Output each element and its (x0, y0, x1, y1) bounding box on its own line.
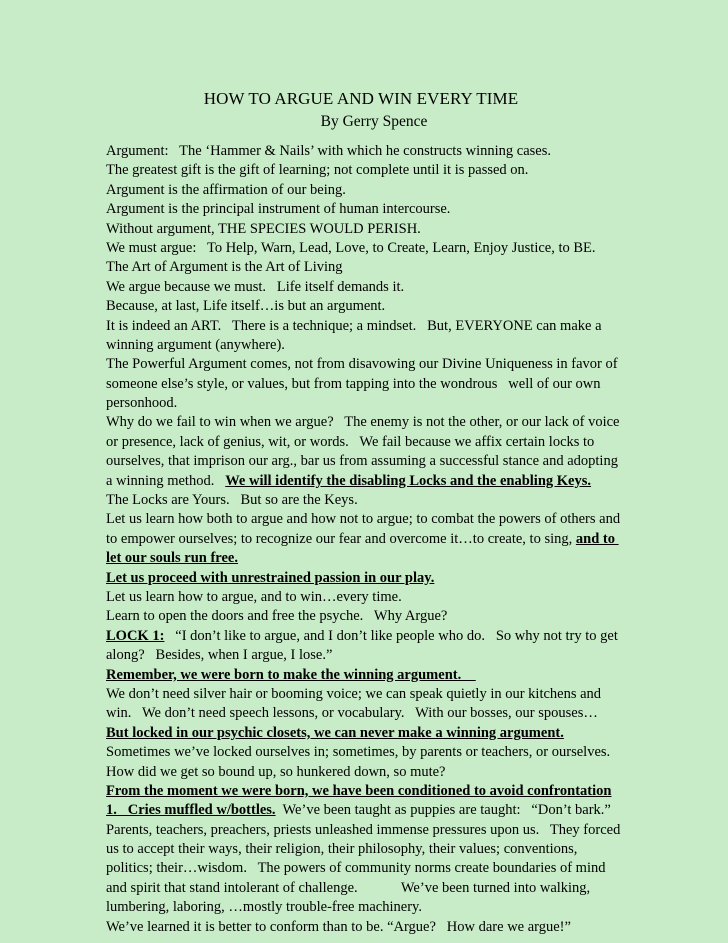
text-line (106, 200, 626, 219)
text-run: We argue because we must. Life itself demands it. (106, 278, 405, 295)
text-line (106, 433, 626, 452)
text-line (106, 743, 626, 762)
text-line (106, 278, 626, 297)
text-line (106, 161, 626, 180)
text-run: How did we get so bound up, so hunkered down, so mute? (106, 763, 446, 780)
text-run: The greatest gift is the gift of learning; not complete until it is passed on. (106, 162, 529, 179)
text-line (106, 413, 626, 432)
text-line (106, 666, 626, 685)
text-line (106, 763, 626, 782)
text-line (106, 821, 626, 840)
text-line (106, 627, 626, 646)
text-line (106, 801, 626, 820)
text-line (106, 724, 626, 743)
text-run: Let us learn how both to argue and how not to argue; to combat the powers of others and (106, 511, 621, 528)
document-author: By Gerry Spence (320, 113, 428, 130)
text-run: win. We don’t need speech lessons, or vocabulary. With our bosses, our spouses… (106, 705, 598, 722)
text-line (106, 181, 626, 200)
text-run: Without argument, THE SPECIES WOULD PERISH. (106, 220, 421, 237)
text-run: politics; their…wisdom. The powers of community norms create boundaries of mind (106, 860, 606, 877)
text-line (106, 355, 626, 374)
text-line (106, 782, 626, 801)
text-line (106, 879, 626, 898)
text-line (106, 607, 626, 626)
text-run: We must argue: To Help, Warn, Lead, Love, to Create, Learn, Enjoy Justice, to BE. (106, 239, 596, 256)
text-line (106, 472, 626, 491)
emphasized-text: We will identify the disabling Locks and the enabling Keys. (225, 472, 592, 489)
text-run: lumbering, laboring, …mostly trouble-free machinery. (106, 899, 422, 916)
text-run: us to accept their ways, their religion, their philosophy, their values; conventions, (106, 841, 578, 858)
text-line (106, 918, 626, 937)
text-line (106, 510, 626, 529)
text-line (106, 220, 626, 239)
text-run: Argument is the affirmation of our being. (106, 181, 346, 198)
text-line (106, 142, 626, 161)
text-run: someone else’s style, or values, but from tapping into the wondrous well of our own (106, 375, 601, 392)
text-line (106, 898, 626, 917)
text-run: The Art of Argument is the Art of Living (106, 259, 343, 276)
text-run: We don’t need silver hair or booming voice; we can speak quietly in our kitchens and (106, 685, 602, 702)
emphasized-text: Remember, we were born to make the winning argument. (106, 666, 476, 683)
emphasized-text: From the moment we were born, we have been conditioned to avoid confrontation (106, 782, 612, 799)
text-run: winning argument (anywhere). (106, 336, 285, 353)
emphasized-text: But locked in our psychic closets, we can never make a winning argument. (106, 724, 564, 741)
emphasized-text: and to (575, 530, 619, 547)
text-line (106, 258, 626, 277)
text-line (106, 840, 626, 859)
text-run: It is indeed an ART. There is a technique; a mindset. But, EVERYONE can make a (106, 317, 602, 334)
text-run: “I don’t like to argue, and I don’t like people who do. So why not try to get (164, 627, 618, 644)
emphasized-text: Let us proceed with unrestrained passion in our play. (106, 569, 435, 586)
text-run: personhood. (106, 395, 178, 412)
document-title: HOW TO ARGUE AND WIN EVERY TIME (203, 89, 519, 108)
text-line (106, 317, 626, 336)
text-run: or presence, lack of genius, wit, or words. We fail because we affix certain locks to (106, 433, 595, 450)
text-line (106, 297, 626, 316)
text-run: Argument: The ‘Hammer & Nails’ with which he constructs winning cases. (106, 143, 551, 159)
text-line (106, 549, 626, 568)
text-run: and spirit that stand intolerant of challenge. We’ve been turned into walking, (106, 879, 591, 896)
text-run: a winning method. (106, 472, 226, 489)
text-run: to empower ourselves; to recognize our fear and overcome it…to create, to sing, (106, 530, 576, 547)
emphasized-text: let our souls run free. (106, 550, 238, 567)
text-run: Why do we fail to win when we argue? The enemy is not the other, or our lack of voice (106, 414, 620, 431)
text-run: Argument is the principal instrument of human intercourse. (106, 201, 451, 218)
text-run: The Locks are Yours. But so are the Keys. (106, 492, 358, 509)
text-line (106, 375, 626, 394)
text-line (106, 491, 626, 510)
emphasized-text: 1. Cries muffled w/bottles. (106, 802, 276, 819)
text-run: Sometimes we’ve locked ourselves in; sometimes, by parents or teachers, or ourselves. (106, 744, 611, 761)
text-line (106, 530, 626, 549)
text-run: We’ve learned it is better to conform than to be. “Argue? How dare we argue!” (106, 918, 571, 935)
text-line (106, 685, 626, 704)
document-body (106, 142, 626, 937)
text-line (106, 452, 626, 471)
text-run: We’ve been taught as puppies are taught: “Don’t bark.” (275, 802, 611, 819)
text-line (106, 704, 626, 723)
text-line (106, 336, 626, 355)
text-line (106, 588, 626, 607)
text-run: Learn to open the doors and free the psyche. Why Argue? (106, 608, 448, 625)
text-run: along? Besides, when I argue, I lose.” (106, 647, 333, 664)
text-run: Parents, teachers, preachers, priests unleashed immense pressures upon us. They forced (106, 821, 621, 838)
text-run: The Powerful Argument comes, not from disavowing our Divine Uniqueness in favor of (106, 356, 618, 373)
text-line (106, 239, 626, 258)
text-line (106, 394, 626, 413)
text-run: Because, at last, Life itself…is but an argument. (106, 298, 386, 315)
text-line (106, 569, 626, 588)
text-run: Let us learn how to argue, and to win…every time. (106, 588, 402, 605)
text-line (106, 646, 626, 665)
emphasized-text: LOCK 1: (106, 627, 165, 644)
text-line (106, 859, 626, 878)
text-run: ourselves, that imprison our arg., bar us from assuming a successful stance and adopting (106, 453, 618, 470)
